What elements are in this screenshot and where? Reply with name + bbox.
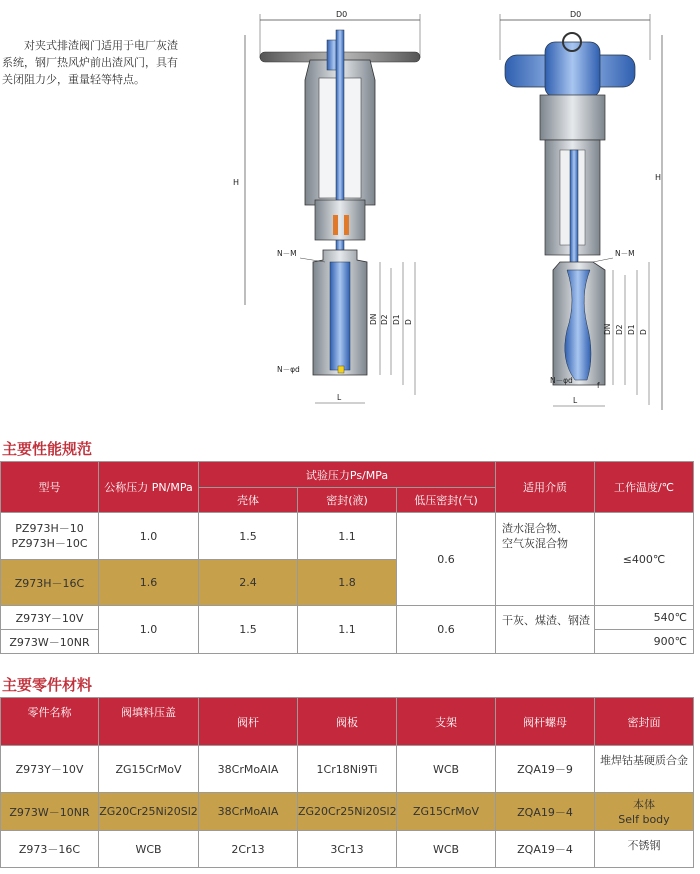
label-n-m-right: N－M [615, 249, 635, 258]
cell-stem: 38CrMoAIA [199, 793, 298, 831]
performance-table [0, 461, 694, 654]
cell-disc: ZG20Cr25Ni20Sl2 [298, 793, 397, 831]
dim-d0-right: D0 [570, 10, 582, 19]
intro-line: 关闭阻力少，重量轻等特点。 [2, 73, 145, 86]
label-n-phi-d-left: N－φd [277, 365, 300, 374]
cell-packing: WCB [99, 831, 199, 868]
cell-medium [496, 513, 595, 606]
th-stem-nut: 阀杆螺母 [496, 698, 595, 746]
cell-model: Z973W－10NR [1, 630, 99, 654]
dim-f-right: f [597, 381, 600, 390]
th-low-seal: 低压密封(气) [397, 488, 496, 513]
dim-l-left: L [337, 393, 342, 402]
intro-line: 对夹式排渣阀门适用于电厂灰渣 [24, 39, 178, 52]
cell-part: Z973W－10NR [1, 793, 99, 831]
th-seal-face: 密封面 [595, 698, 694, 746]
cell-packing: ZG15CrMoV [99, 746, 199, 793]
dim-d1-left: D1 [392, 314, 401, 325]
valve-drawing [215, 0, 700, 420]
th-test: 试验压力Ps/MPa [199, 462, 496, 488]
cell-seal-face: 堆焊钴基硬质合金 [595, 746, 694, 793]
cell-seal: 1.8 [298, 560, 397, 606]
medium-text: 空气灰混合物 [502, 537, 568, 550]
cell-low-seal: 0.6 [397, 606, 496, 654]
section-title-materials: 主要零件材料 [2, 676, 93, 694]
cell-model: Z973H－16C [1, 560, 99, 606]
model-text: PZ973H－10 [15, 522, 84, 535]
cell-nut: ZQA19－4 [496, 831, 595, 868]
th-pn: 公称压力 PN/MPa [99, 462, 199, 513]
medium-text: 渣水混合物、 [502, 522, 568, 535]
model-text: PZ973H－10C [11, 537, 88, 550]
th-bracket: 支架 [397, 698, 496, 746]
cell-part: Z973Y－10V [1, 746, 99, 793]
cell-temp: 540℃ [595, 606, 694, 630]
seal-face-text: Self body [618, 812, 670, 826]
label-n-m-left: N－M [277, 249, 297, 258]
cell-pn: 1.0 [99, 513, 199, 560]
cell-pn: 1.6 [99, 560, 199, 606]
cell-disc: 3Cr13 [298, 831, 397, 868]
cell-pn: 1.0 [99, 606, 199, 654]
dim-d2-right: D2 [615, 324, 624, 335]
cell-nut: ZQA19－4 [496, 793, 595, 831]
th-shell: 壳体 [199, 488, 298, 513]
cell-seal-face: 不锈钢 [595, 831, 694, 868]
dim-d-left: D [404, 319, 413, 325]
cell-bracket: WCB [397, 831, 496, 868]
dim-l-right: L [573, 396, 578, 405]
cell-model: Z973Y－10V [1, 606, 99, 630]
cell-bracket: WCB [397, 746, 496, 793]
th-model: 型号 [1, 462, 99, 513]
cell-bracket: ZG15CrMoV [397, 793, 496, 831]
cell-low-seal: 0.6 [397, 513, 496, 606]
cell-seal-face [595, 793, 694, 831]
cell-nut: ZQA19－9 [496, 746, 595, 793]
cell-stem: 38CrMoAIA [199, 746, 298, 793]
cell-seal: 1.1 [298, 606, 397, 654]
cell-part: Z973－16C [1, 831, 99, 868]
intro-text [2, 37, 202, 88]
cell-medium: 干灰、煤渣、钢渣 [496, 606, 595, 654]
right-valve-drawing [500, 10, 662, 410]
dim-d-right: D [639, 329, 648, 335]
th-medium: 适用介质 [496, 462, 595, 513]
dim-h-right: H [655, 173, 662, 182]
dim-h-left: H [233, 178, 240, 187]
dim-dn-left: DN [369, 313, 378, 325]
dim-d2-left: D2 [380, 314, 389, 325]
th-seal: 密封(液) [298, 488, 397, 513]
dim-d1-right: D1 [627, 324, 636, 335]
dim-dn-right: DN [603, 323, 612, 335]
cell-shell: 1.5 [199, 606, 298, 654]
th-disc: 阀板 [298, 698, 397, 746]
cell-model [1, 513, 99, 560]
materials-table [0, 697, 694, 868]
th-packing-gland: 阀填料压盖 [99, 698, 199, 746]
cell-packing: ZG20Cr25Ni20Sl2 [99, 793, 199, 831]
section-title-performance: 主要性能规范 [2, 440, 93, 458]
cell-shell: 2.4 [199, 560, 298, 606]
intro-line: 系统，钢厂热风炉前出渣风门，具有 [2, 56, 178, 69]
th-part-name: 零件名称 [1, 698, 99, 746]
th-stem: 阀杆 [199, 698, 298, 746]
cell-stem: 2Cr13 [199, 831, 298, 868]
cell-seal: 1.1 [298, 513, 397, 560]
cell-temp: 900℃ [595, 630, 694, 654]
dim-d0-left: D0 [336, 10, 348, 19]
cell-temp: ≤400℃ [595, 513, 694, 606]
label-n-phi-d-right: N－φd [550, 376, 573, 385]
th-temp: 工作温度/℃ [595, 462, 694, 513]
cell-disc: 1Cr18Ni9Ti [298, 746, 397, 793]
left-valve-drawing [233, 10, 420, 403]
seal-face-text: 本体 [633, 797, 655, 811]
cell-shell: 1.5 [199, 513, 298, 560]
